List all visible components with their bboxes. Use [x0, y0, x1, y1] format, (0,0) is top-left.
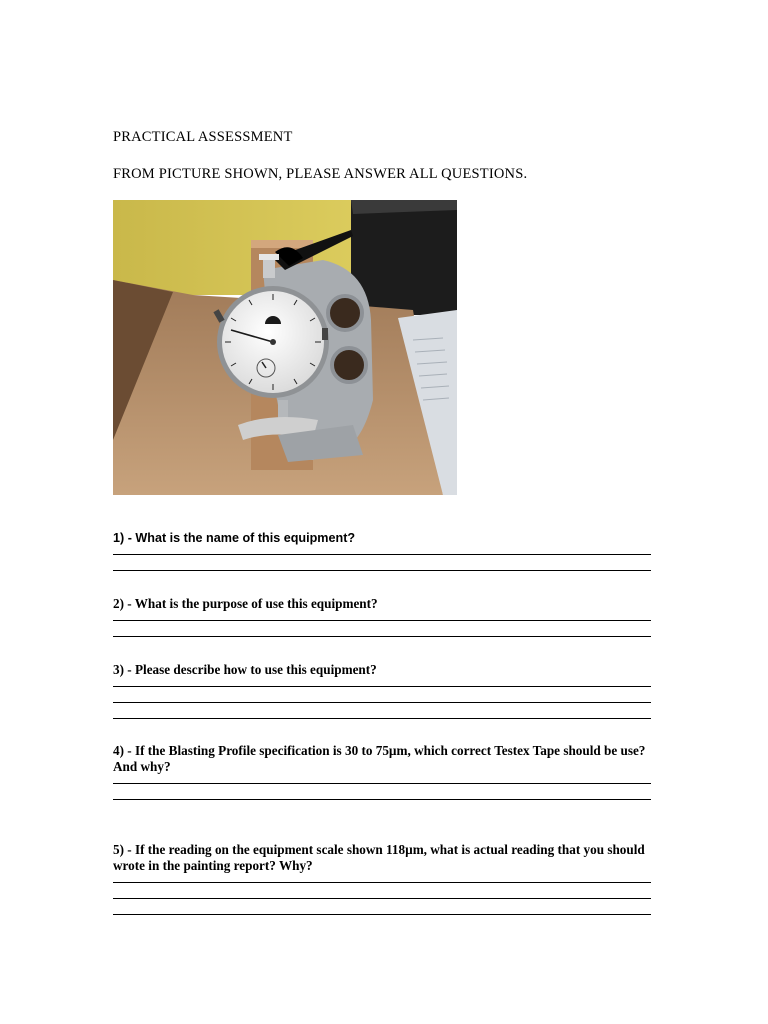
answer-line[interactable] [113, 783, 651, 784]
answer-line[interactable] [113, 620, 651, 621]
question-4 [113, 743, 653, 800]
equipment-photo [113, 200, 457, 495]
answer-line[interactable] [113, 570, 651, 571]
question-4-text: 4) - If the Blasting Profile specification is 30 to 75µm, which correct Testex Tape should be use? [113, 743, 646, 758]
answer-line[interactable] [113, 799, 651, 800]
answer-line[interactable] [113, 898, 651, 899]
question-3 [113, 662, 653, 719]
answer-line[interactable] [113, 554, 651, 555]
answer-line[interactable] [113, 636, 651, 637]
question-1-text: 1) - What is the name of this equipment? [113, 531, 356, 545]
page-instruction: FROM PICTURE SHOWN, PLEASE ANSWER ALL QUESTIONS. [113, 166, 528, 182]
dial-gauge-illustration [113, 200, 457, 495]
question-4-followup: And why? [113, 759, 171, 774]
answer-line[interactable] [113, 718, 651, 719]
question-3-text: 3) - Please describe how to use this equipment? [113, 662, 377, 677]
question-2 [113, 596, 653, 637]
answer-line[interactable] [113, 914, 651, 915]
answer-line[interactable] [113, 702, 651, 703]
question-2-text: 2) - What is the purpose of use this equipment? [113, 596, 378, 611]
answer-line[interactable] [113, 686, 651, 687]
question-1 [113, 530, 653, 571]
question-5 [113, 842, 653, 915]
question-5-text: 5) - If the reading on the equipment scale shown 118µm, what is actual reading that you should wrote in the painting report? Why? [113, 842, 645, 873]
answer-line[interactable] [113, 882, 651, 883]
page-title: PRACTICAL ASSESSMENT [113, 129, 293, 145]
